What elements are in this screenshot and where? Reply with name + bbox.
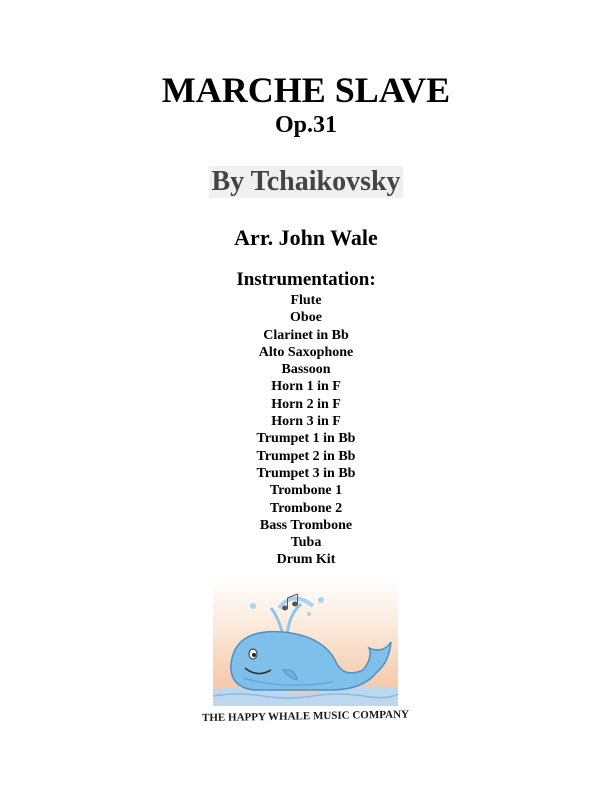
page-title: MARCHE SLAVE [161,70,451,110]
instrument-item: Trombone 2 [269,500,343,516]
instrument-item: Horn 2 in F [271,396,341,412]
instrumentation-heading: Instrumentation: [236,269,376,290]
instrument-item: Trumpet 2 in Bb [256,448,356,464]
instrument-item: Alto Saxophone [258,344,354,360]
instrument-item: Bassoon [281,362,331,378]
instrument-item: Bass Trombone [259,517,353,533]
instrument-item: Clarinet in Bb [263,327,349,343]
composer-block [0,166,612,198]
happy-whale-logo [202,578,409,728]
instrument-list [0,292,612,569]
instrument-item: Horn 1 in F [271,379,341,395]
instrument-item: Trombone 1 [269,483,343,499]
instrument-item: Drum Kit [276,552,336,568]
opus-number: Op.31 [274,112,337,138]
instrument-item: Trumpet 3 in Bb [256,465,356,481]
instrument-item: Horn 3 in F [271,414,341,430]
composer-credit: By Tchaikovsky [211,166,401,197]
instrument-item: Oboe [290,310,322,326]
instrument-item: Tuba [290,535,322,551]
svg-text:THE HAPPY WHALE MUSIC COMPANY: THE HAPPY WHALE MUSIC COMPANY [202,708,409,725]
instrument-item: Flute [290,293,322,308]
instrument-item: Trumpet 1 in Bb [256,431,356,447]
arranger-credit: Arr. John Wale [234,225,378,250]
